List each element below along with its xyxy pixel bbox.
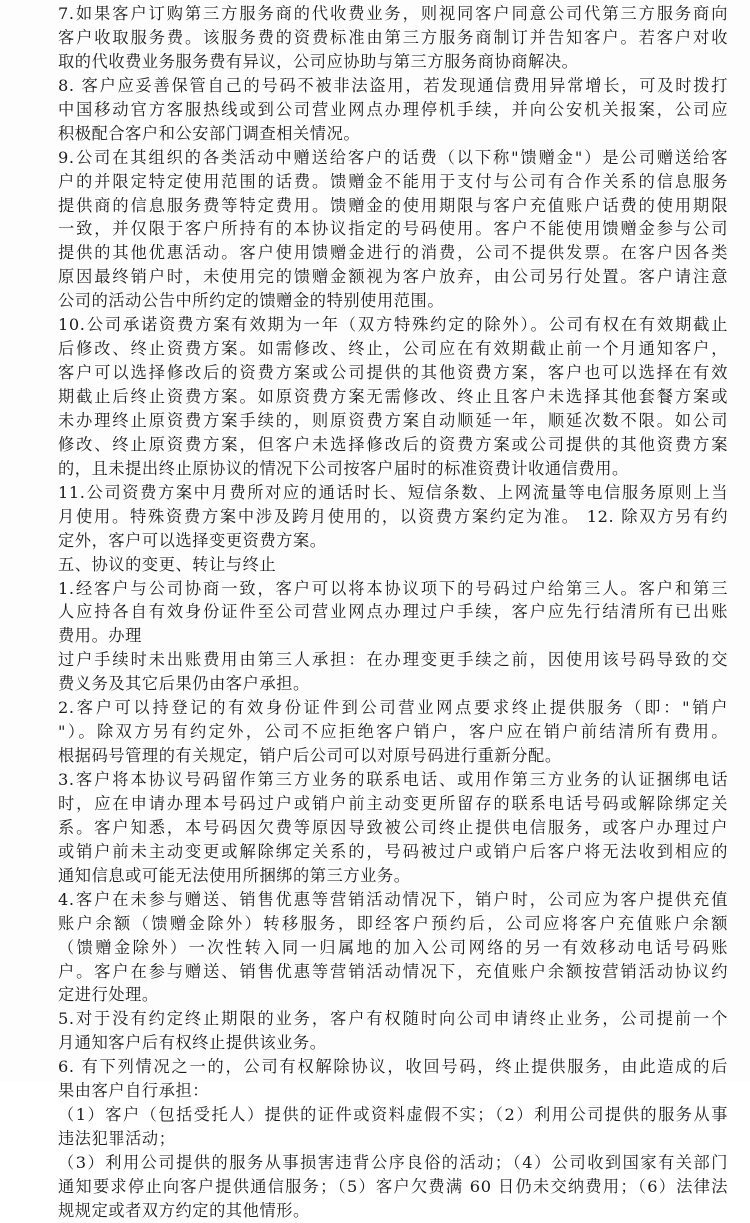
text-line: 果由客户自行承担： (58, 1081, 210, 1101)
text-line: （3）利用公司提供的服务从事损害违背公序良俗的活动；（4）公司收到国家有关部门 (58, 1153, 728, 1172)
text-line: 人应持各自有效身份证件至公司营业网点办理过户手续，客户应先行结清所有已出账 (58, 602, 728, 622)
text-line: 8. 客户应妥善保管自己的号码不被非法盗用，若发现通信费用异常增长，可及时拨打 (58, 75, 728, 95)
text-line: 月通知客户后有权终止提供该业务。 (58, 1033, 327, 1053)
text-line: （馈赠金除外）一次性转入同一归属地的加入公司网络的另一有效移动电话号码账 (58, 937, 728, 957)
text-line: "）。除双方另有约定外，公司不应拒绝客户销户，客户应在销户前结清所有费用。 (58, 722, 728, 742)
text-line: 五、协议的变更、转让与终止 (58, 554, 277, 574)
text-line: 一致，并仅限于客户所持有的本协议指定的号码使用。客户不能使用馈赠金参与公司 (58, 219, 728, 239)
text-line: 积极配合客户和公安部门调查相关情况。 (58, 123, 361, 143)
text-line: 账户余额（馈赠金除外）转移服务，即经客户预约后，公司应将客户充值账户余额 (58, 913, 728, 933)
text-line: 或销户前未主动变更或解除绑定关系的，号码被过户或销户后客户将无法收到相应的 (58, 841, 728, 861)
text-line: 期截止后终止资费方案。如原资费方案无需修改、终止且客户未选择其他套餐方案或 (58, 387, 728, 406)
text-line: 月使用。特殊资费方案中涉及跨月使用的，以资费方案约定为准。 12. 除双方另有约 (58, 506, 728, 526)
text-line: 费义务及其它后果仍由客户承担。 (58, 674, 310, 694)
text-line: 中国移动官方客服热线或到公司营业网点办理停机手续，并向公安机关报案，公司应 (58, 99, 728, 119)
text-line: 违法犯罪活动； (58, 1129, 176, 1149)
text-line: 客户可以选择修改后的资费方案或公司提供的其他资费方案，客户也可以选择在有效 (58, 363, 728, 383)
text-line: 11.公司资费方案中月费所对应的通话时长、短信条数、上网流量等电信服务原则上当 (58, 482, 728, 502)
text-line: 户的并限定特定使用范围的话费。馈赠金不能用于支付与公司有合作关系的信息服务 (58, 171, 728, 191)
text-line: 1.经客户与公司协商一致，客户可以将本协议项下的号码过户给第三人。客户和第三 (58, 578, 728, 598)
text-line: 2.客户可以持登记的有效身份证件到公司营业网点要求终止提供服务（即："销户 (58, 698, 728, 718)
text-line: 通知要求停止向客户提供通信服务；（5）客户欠费满 60 日仍未交纳费用；（6）法律法 (58, 1176, 728, 1196)
text-line: 未办理终止原资费方案手续的，则原资费方案自动顺延一年，顺延次数不限。如公司 (58, 410, 728, 430)
text-line: 过户手续时未出账费用由第三人承担：在办理变更手续之前，因使用该号码导致的交 (58, 650, 728, 670)
text-line: 原因最终销户时，未使用完的馈赠金额视为客户放弃，由公司另行处置。客户请注意 (58, 267, 728, 287)
text-line: 10.公司承诺资费方案有效期为一年（双方特殊约定的除外）。公司有权在有效期截止 (58, 315, 728, 335)
text-line: 后修改、终止资费方案。如需修改、终止，公司应在有效期截止前一个月通知客户， (58, 339, 728, 359)
text-line: 4.客户在未参与赠送、销售优惠等营销活动情况下，销户时，公司应为客户提供充值 (58, 889, 728, 909)
text-line: 取的代收费业务服务费有异议，公司应协助与第三方服务商协商解决。 (58, 51, 579, 71)
text-line: （1）客户（包括受托人）提供的证件或资料虚假不实；（2）利用公司提供的服务从事 (58, 1105, 728, 1125)
text-line: 9.公司在其组织的各类活动中赠送给客户的话费（以下称"馈赠金"）是公司赠送给客 (58, 147, 728, 167)
text-line: 费用。办理 (58, 626, 142, 646)
text-line: 公司的活动公告中所约定的馈赠金的特别使用范围。 (58, 291, 445, 311)
text-line: 的，且未提出终止原协议的情况下公司按客户届时的标准资费计收通信费用。 (58, 458, 629, 478)
text-line: 通知信息或可能无法使用所捆绑的第三方业务。 (58, 865, 411, 885)
text-line: 3.客户将本协议号码留作第三方业务的联系电话、或用作第三方业务的认证捆绑电话 (58, 770, 728, 789)
text-line: 定进行处理。 (58, 985, 159, 1005)
text-line: 7.如果客户订购第三方服务商的代收费业务，则视同客户同意公司代第三方服务商向 (58, 4, 728, 23)
text-line: 提供的其他优惠活动。客户使用馈赠金进行的消费，公司不提供发票。在客户因各类 (58, 243, 728, 263)
text-line: 修改、终止原资费方案，但客户未选择修改后的资费方案或公司提供的其他资费方案 (58, 434, 728, 454)
text-line: 规规定或者双方约定的其他情形。 (58, 1200, 310, 1220)
text-line: 6. 有下列情况之一的，公司有权解除协议，收回号码，终止提供服务，由此造成的后 (58, 1057, 728, 1077)
text-line: 提供商的信息服务费等特定费用。馈赠金的使用期限与客户充值账户话费的使用期限 (58, 195, 728, 215)
text-line: 户。客户在参与赠送、销售优惠等营销活动情况下，充值账户余额按营销活动协议约 (58, 961, 728, 981)
document-body (58, 2, 728, 1223)
text-line: 定外，客户可以选择变更资费方案。 (58, 530, 327, 550)
text-line: 5.对于没有约定终止期限的业务，客户有权随时向公司申请终止业务，公司提前一个 (58, 1009, 728, 1029)
text-line: 客户收取服务费。该服务费的资费标准由第三方服务商制订并告知客户。若客户对收 (58, 27, 728, 47)
text-line: 系。客户知悉，本号码因欠费等原因导致被公司终止提供电信服务，或客户办理过户 (58, 817, 728, 837)
text-line: 时，应在申请办理本号码过户或销户前主动变更所留存的联系电话号码或解除绑定关 (58, 793, 728, 813)
text-line: 根据码号管理的有关规定，销户后公司可以对原号码进行重新分配。 (58, 746, 562, 766)
